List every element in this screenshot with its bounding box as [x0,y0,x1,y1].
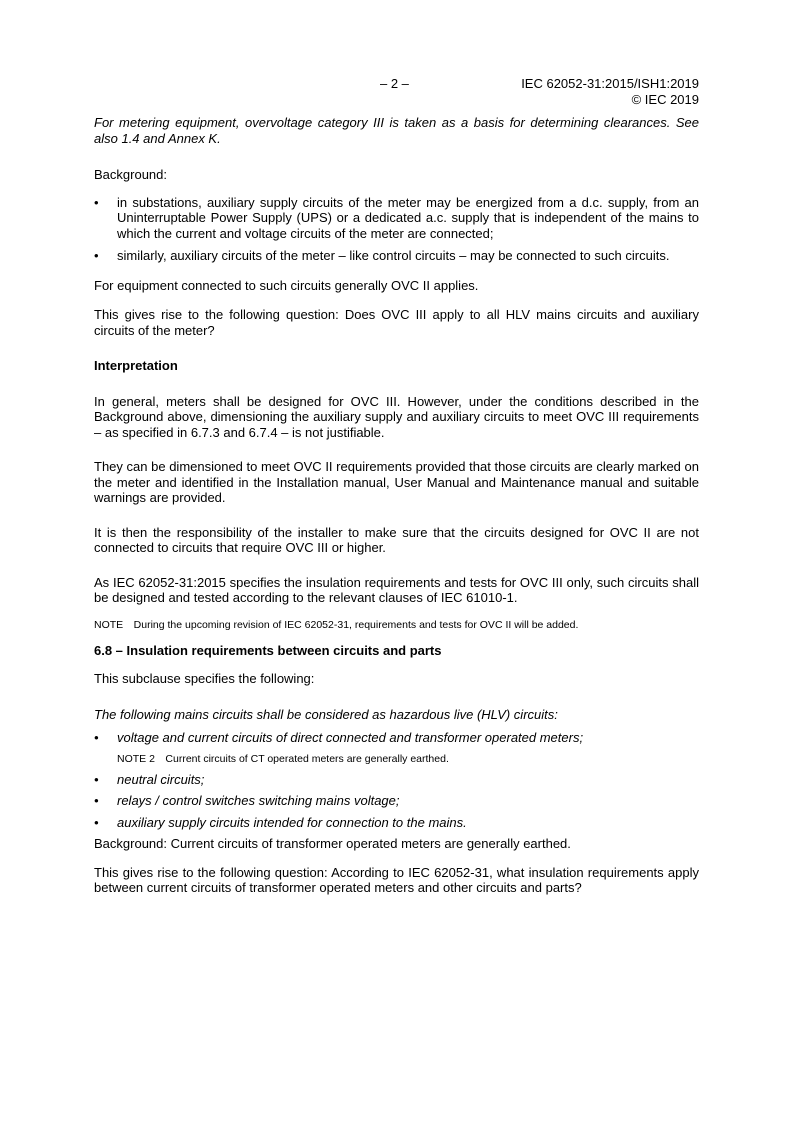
hlv-bullet-auxiliary: • auxiliary supply circuits intended for connection to the mains. [94,815,699,831]
intro-italic-paragraph: For metering equipment, overvoltage category III is taken as a basis for determining clearances. See also 1.4 and Annex K. [94,115,699,146]
background-bullet-2: • similarly, auxiliary circuits of the meter – like control circuits – may be connected to such circuits. [94,248,699,264]
note-2: NOTE 2 Current circuits of CT operated meters are generally earthed. [117,752,449,765]
page-number: – 2 – [380,76,409,91]
interpretation-paragraph-2: They can be dimensioned to meet OVC II requirements provided that those circuits are clearly marked on the meter and identified in the Installation manual, User Manual and Maintenance manual and suitable warnings are provided. [94,459,699,505]
standard-id: IEC 62052-31:2015/ISH1:2019 [521,76,699,91]
interpretation-note: NOTE During the upcoming revision of IEC 62052-31, requirements and tests for OVC II will be added. [94,618,579,631]
hlv-bullet-relays: • relays / control switches switching mains voltage; [94,793,699,809]
section-6-8-intro: This subclause specifies the following: [94,671,315,686]
question-2: This gives rise to the following question: According to IEC 62052-31, what insulation requirements apply between current circuits of transformer operated meters and other circuits and parts? [94,864,699,895]
interpretation-heading: Interpretation [94,358,178,373]
interpretation-paragraph-1: In general, meters shall be designed for OVC III. However, under the conditions described in the Background above, dimensioning the auxiliary supply and auxiliary circuits to meet OVC III requirements – as specified in 6.7.3 and 6.7.4 – is not justifiable. [94,393,699,440]
section-6-8-heading: 6.8 – Insulation requirements between circuits and parts [94,642,442,658]
page-header [94,76,699,106]
hlv-circuits-intro: The following mains circuits shall be considered as hazardous live (HLV) circuits: [94,706,558,722]
copyright: © IEC 2019 [631,91,699,107]
interpretation-paragraph-4: As IEC 62052-31:2015 specifies the insulation requirements and tests for OVC III only, such circuits shall be designed and tested according to the relevant clauses of IEC 61010-1. [94,574,699,605]
question-1: This gives rise to the following question: Does OVC III apply to all HLV mains circuits and auxiliary circuits of the meter? [94,307,699,338]
document-page [94,76,699,896]
section-6-8-background: Background: Current circuits of transformer operated meters are generally earthed. [94,836,571,851]
hlv-bullet-list-2 [94,772,699,831]
hlv-bullet-neutral: • neutral circuits; [94,772,699,788]
interpretation-paragraph-3: It is then the responsibility of the installer to make sure that the circuits designed for OVC II are not connected to circuits that require OVC III or higher. [94,524,699,555]
hlv-bullet-list-1 [94,730,699,746]
background-bullet-list [94,195,699,264]
hlv-bullet-voltage-current: • voltage and current circuits of direct connected and transformer operated meters; [94,730,699,746]
background-heading: Background: [94,167,167,182]
ovc2-statement: For equipment connected to such circuits generally OVC II applies. [94,277,479,293]
standard-block [521,76,699,107]
background-bullet-1: • in substations, auxiliary supply circuits of the meter may be energized from a d.c. supply, from an Uninterruptable Power Supply (UPS) or a dedicated a.c. supply that is independent of the mains to which the current and voltage circuits of the meter are connected; [94,195,699,242]
